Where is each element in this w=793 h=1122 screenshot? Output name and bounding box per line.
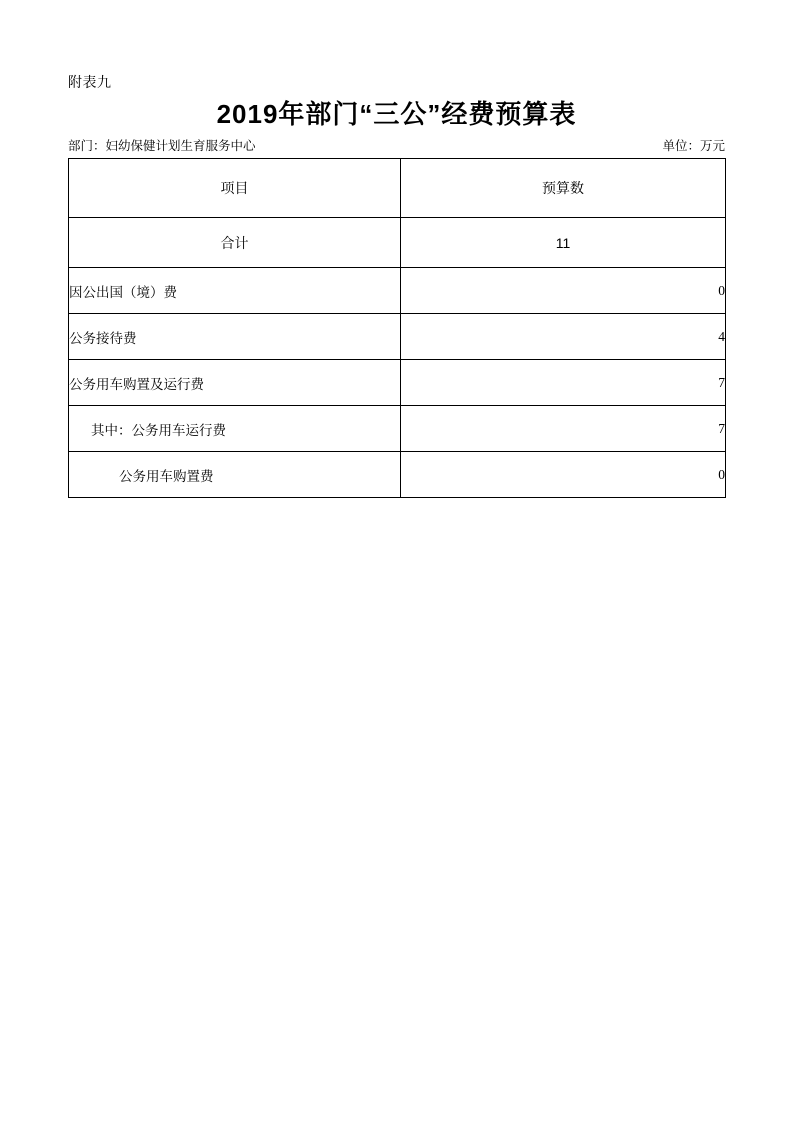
budget-table <box>68 158 726 498</box>
document-meta <box>68 136 725 154</box>
department-line: 部门：妇幼保健计划生育服务中心 <box>68 139 256 153</box>
row-value-vehicle-operation: 7 <box>401 406 726 452</box>
total-label: 合计 <box>69 218 401 268</box>
row-label-vehicle-operation: 其中：公务用车运行费 <box>69 406 401 452</box>
table-row <box>69 268 726 314</box>
unit-line: 单位：万元 <box>662 139 725 153</box>
column-header-budget: 预算数 <box>401 159 726 218</box>
attachment-label: 附表九 <box>68 76 112 91</box>
table-row <box>69 452 726 498</box>
table-row-total <box>69 218 726 268</box>
row-value-official-reception: 4 <box>401 314 726 360</box>
table-row <box>69 314 726 360</box>
table-header-row <box>69 159 726 218</box>
row-value-overseas-travel: 0 <box>401 268 726 314</box>
page-title: 2019年部门“三公”经费预算表 <box>216 99 577 129</box>
row-label-vehicle-purchase: 公务用车购置费 <box>69 452 401 498</box>
table-row <box>69 360 726 406</box>
column-header-item: 项目 <box>69 159 401 218</box>
row-label-vehicle-purchase-and-operation: 公务用车购置及运行费 <box>69 360 401 406</box>
row-label-official-reception: 公务接待费 <box>69 314 401 360</box>
row-value-vehicle-purchase: 0 <box>401 452 726 498</box>
total-value: 11 <box>401 218 726 268</box>
row-value-vehicle-purchase-and-operation: 7 <box>401 360 726 406</box>
row-label-overseas-travel: 因公出国（境）费 <box>69 268 401 314</box>
table-row <box>69 406 726 452</box>
